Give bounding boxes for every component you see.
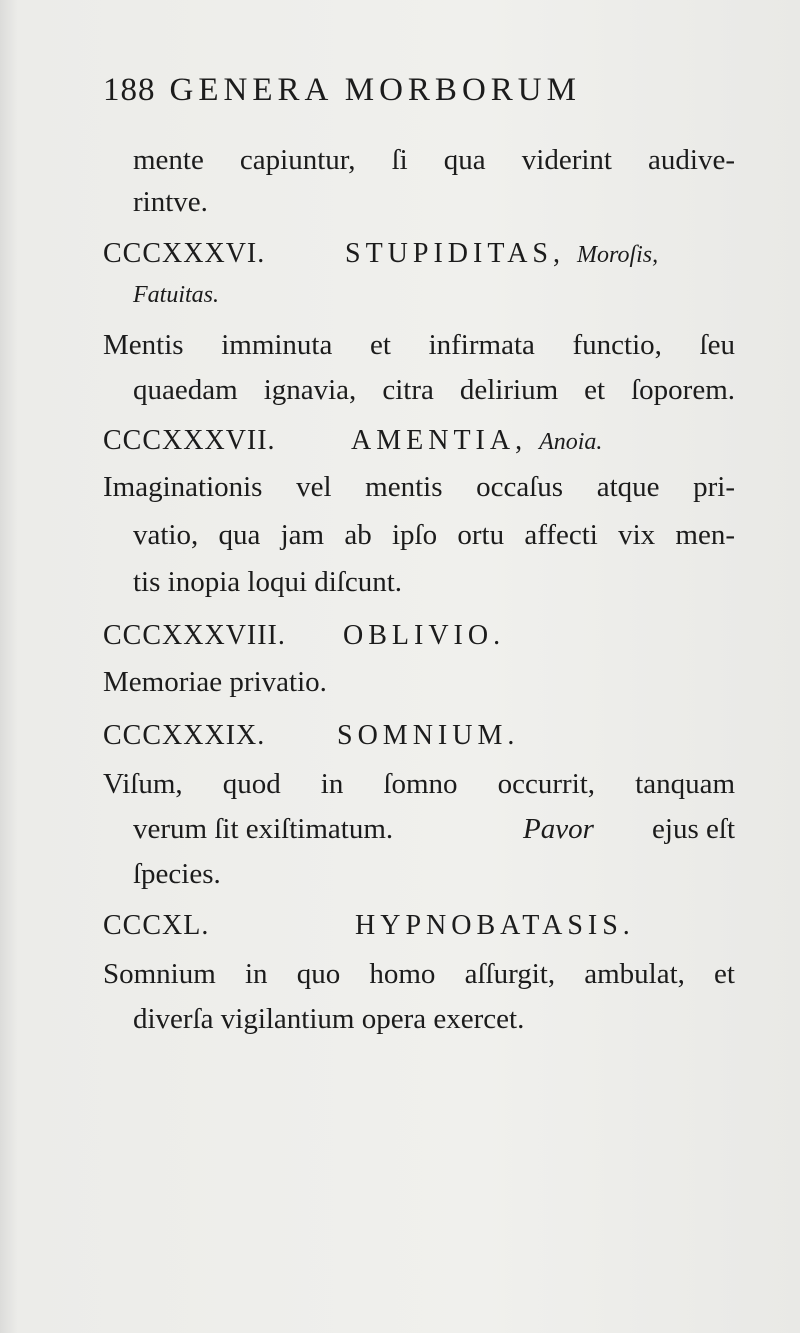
entry-number: CCCXXXVI.	[103, 238, 266, 269]
continued-line-2: rintve.	[133, 186, 208, 218]
entry-name	[351, 425, 602, 457]
entry-name	[343, 620, 505, 652]
entry-number: CCCXXXVII.	[103, 425, 276, 456]
entry-number: CCCXXXVIII.	[103, 620, 286, 651]
definition-line: tis inopia loqui diſcunt.	[133, 566, 403, 598]
definition-line: Mentis imminuta et infirmata functio, ſeu	[103, 329, 735, 361]
running-header	[103, 74, 581, 107]
entry-number: CCCXL.	[103, 910, 210, 941]
entry-name-text: STUPIDITAS,	[345, 238, 565, 269]
continued-line-1: mente capiuntur, ſi qua viderint audive-	[133, 144, 735, 176]
entry-synonym-continued: Fatuitas.	[133, 282, 220, 308]
definition-line: Imaginationis vel mentis occaſus atque pri-	[103, 471, 735, 503]
entry-number: CCCXXXIX.	[103, 720, 266, 751]
entry-name	[345, 238, 658, 270]
entry-name-text: AMENTIA,	[351, 425, 528, 456]
definition-text: verum ſit exiſtimatum.	[133, 813, 394, 845]
definition-italic-term: Pavor	[523, 813, 594, 845]
entry-synonym: Anoia.	[539, 429, 603, 455]
entry-name	[355, 910, 635, 942]
definition-line: diverſa vigilantium opera exercet.	[133, 1003, 525, 1035]
definition-text: ejus eſt	[652, 813, 735, 845]
definition-line: ſpecies.	[133, 858, 221, 890]
entry-synonym: Moroſis,	[577, 242, 659, 268]
page-number: 188	[103, 72, 156, 108]
entry-name-text: HYPNOBATASIS.	[355, 910, 635, 941]
definition-line: quaedam ignavia, citra delirium et ſoporem.	[133, 374, 735, 406]
definition-line: vatio, qua jam ab ipſo ortu affecti vix men-	[133, 519, 735, 551]
definition-line: Viſum, quod in ſomno occurrit, tanquam	[103, 768, 735, 800]
definition-line: Memoriae privatio.	[103, 666, 327, 698]
entry-name-text: OBLIVIO.	[343, 620, 506, 651]
page-title: GENERA MORBORUM	[169, 72, 581, 108]
definition-line: Somnium in quo homo aſſurgit, ambulat, et	[103, 958, 735, 990]
entry-name	[337, 720, 519, 752]
entry-name-text: SOMNIUM.	[337, 720, 520, 751]
definition-line-mixed	[133, 815, 735, 844]
